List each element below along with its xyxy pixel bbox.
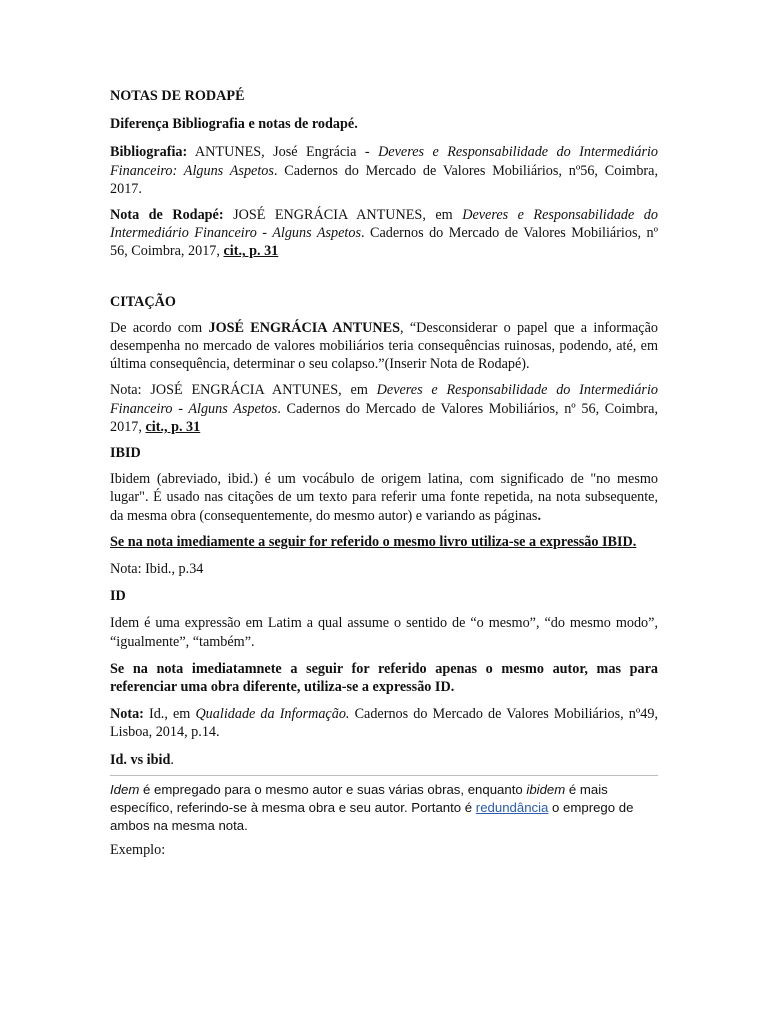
idvs-text-3: o emprego de ambos na mesma nota. bbox=[110, 799, 634, 833]
divider bbox=[110, 775, 658, 776]
ibid-heading: IBID bbox=[110, 445, 141, 462]
ibid-rule: Se na nota imediamente a seguir for referido o mesmo livro utiliza-se a expressão IBID. bbox=[110, 533, 637, 550]
id-note-rest: Cadernos do Mercado de Valores Mobiliários, nº49, Lisboa, 2014, p.14. bbox=[110, 706, 658, 741]
example-label: Exemplo: bbox=[110, 841, 166, 858]
idvs-heading bbox=[110, 751, 658, 769]
id-heading: ID bbox=[110, 588, 126, 605]
id-paragraph: Idem é uma expressão em Latim a qual assume o sentido de “o mesmo”, “do mesmo modo”, “igualmente”, “também”. bbox=[110, 615, 658, 650]
id-note bbox=[110, 705, 658, 741]
id-note-label: Nota: bbox=[110, 706, 144, 723]
footnote-author: JOSÉ ENGRÁCIA ANTUNES, em bbox=[223, 207, 463, 224]
id-rule: Se na nota imediatamnete a seguir for referido apenas o mesmo autor, mas para referenciar uma obra diferente, utiliza-se a expressão ID. bbox=[110, 660, 658, 696]
citacao-note-rest: . Cadernos do Mercado de Valores Mobiliários, nº 56, Coimbra, 2017, bbox=[110, 400, 658, 435]
idvs-text-2: é mais específico, referindo-se à mesma obra e seu autor. Portanto é bbox=[110, 781, 608, 815]
id-note-pre: Id., em bbox=[143, 706, 196, 723]
citacao-note-work: Deveres e Responsabilidade do Intermediário Financeiro - Alguns Aspetos bbox=[110, 382, 658, 417]
citacao-note-pre: Nota: JOSÉ ENGRÁCIA ANTUNES, em bbox=[110, 382, 377, 399]
redundancia-link[interactable]: redundância bbox=[475, 799, 549, 815]
citacao-author: JOSÉ ENGRÁCIA ANTUNES bbox=[208, 319, 401, 336]
ibid-note: Nota: Ibid., p.34 bbox=[110, 561, 204, 578]
bibliografia-author: ANTUNES, José Engrácia - bbox=[187, 144, 379, 161]
citacao-note-cit: cit., p. 31 bbox=[145, 418, 201, 435]
idvs-heading-end: . bbox=[170, 751, 174, 768]
idvs-word-idem: Idem bbox=[110, 781, 140, 797]
idvs-heading-text: Id. vs ibid bbox=[110, 751, 171, 768]
citacao-intro: De acordo com bbox=[110, 319, 209, 336]
footnote-label: Nota de Rodapé: bbox=[110, 207, 224, 224]
idvs-word-ibidem: ibidem bbox=[526, 781, 566, 797]
citacao-note bbox=[110, 381, 658, 436]
document-content bbox=[110, 80, 658, 859]
footnote-rest: . Cadernos do Mercado de Valores Mobiliários, nº 56, Coimbra, 2017, bbox=[110, 225, 659, 260]
citacao-quote: , “Desconsiderar o papel que a informação desempenha no mercado de valores mobiliários teria consequências ruinosas, podendo, até, em última consequência, determinar o seu colapso.”(Inserir Nota de Rodapé). bbox=[110, 319, 658, 373]
footnote-paragraph bbox=[110, 206, 658, 261]
bibliografia-work: Deveres e Responsabilidade do Intermediário Financeiro: Alguns Aspetos bbox=[110, 144, 658, 179]
idvs-paragraph bbox=[110, 781, 658, 835]
footnote-work: Deveres e Responsabilidade do Intermediário Financeiro - Alguns Aspetos bbox=[110, 207, 658, 242]
ibid-text-end: . bbox=[537, 507, 541, 524]
bibliografia-rest: . Cadernos do Mercado de Valores Mobiliários, nº56, Coimbra, 2017. bbox=[110, 162, 658, 197]
id-note-work: Qualidade da Informação. bbox=[195, 706, 350, 723]
bibliografia-paragraph bbox=[110, 143, 658, 198]
subtitle: Diferença Bibliografia e notas de rodapé. bbox=[110, 116, 358, 133]
footnote-cit: cit., p. 31 bbox=[223, 243, 279, 260]
ibid-text: Ibidem (abreviado, ibid.) é um vocábulo de origem latina, com significado de "no mesmo lugar". É usado nas citações de um texto para referir uma fonte repetida, na nota subsequente, da mesma obra (consequentemente, do mesmo autor) e variando as páginas bbox=[110, 471, 658, 524]
ibid-paragraph bbox=[110, 470, 658, 525]
citacao-heading: CITAÇÃO bbox=[110, 293, 176, 310]
idvs-text-1: é empregado para o mesmo autor e suas várias obras, enquanto bbox=[139, 781, 527, 797]
bibliografia-label: Bibliografia: bbox=[110, 144, 188, 161]
citacao-paragraph bbox=[110, 319, 658, 374]
page-title: NOTAS DE RODAPÉ bbox=[110, 88, 245, 104]
